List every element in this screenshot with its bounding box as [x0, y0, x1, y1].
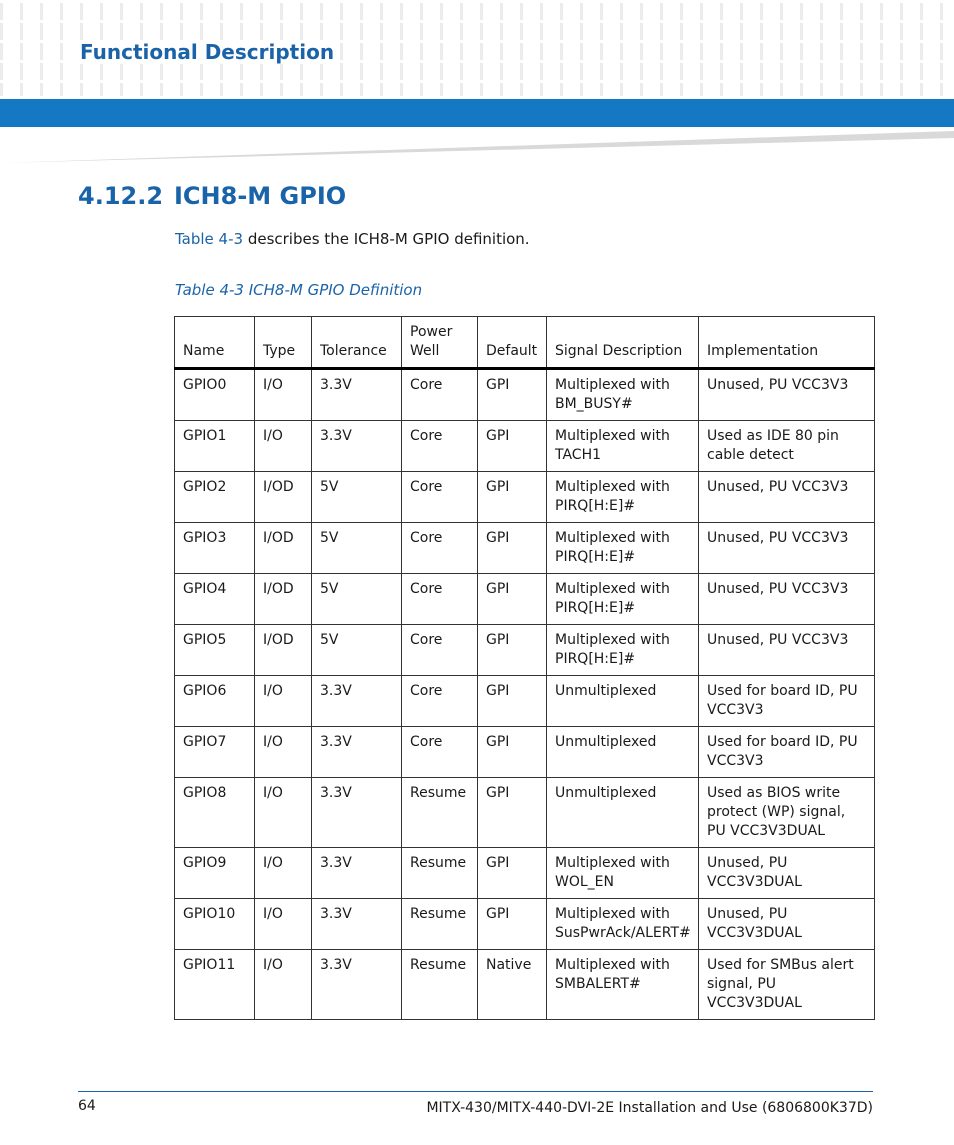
table-cell: Multiplexed with WOL_EN [547, 848, 699, 899]
column-header: Name [175, 317, 255, 369]
section-number: 4.12.2 [78, 182, 164, 210]
table-cell: Core [402, 369, 478, 421]
table-cell: I/OD [255, 574, 312, 625]
section-title: ICH8-M GPIO [174, 182, 347, 210]
table-cell: GPI [478, 472, 547, 523]
table-cell: 3.3V [312, 899, 402, 950]
table-cell: GPIO0 [175, 369, 255, 421]
table-row [175, 727, 875, 778]
table-cell: I/O [255, 369, 312, 421]
table-cell: Native [478, 950, 547, 1020]
table-cell: Resume [402, 778, 478, 848]
table-cell: Core [402, 574, 478, 625]
table-row [175, 778, 875, 848]
table-cell: Unused, PU VCC3V3 [699, 625, 875, 676]
table-caption: Table 4-3 ICH8-M GPIO Definition [175, 281, 423, 299]
table-cell: Unmultiplexed [547, 778, 699, 848]
table-cell: Core [402, 421, 478, 472]
table-cell: 5V [312, 574, 402, 625]
page-number: 64 [78, 1098, 96, 1114]
table-row [175, 899, 875, 950]
table-cell: I/O [255, 899, 312, 950]
table-cell: GPIO8 [175, 778, 255, 848]
footer-rule [78, 1091, 873, 1092]
table-cell: GPI [478, 421, 547, 472]
table-cell: I/OD [255, 523, 312, 574]
table-cell: Core [402, 472, 478, 523]
table-cell: I/O [255, 950, 312, 1020]
table-row [175, 848, 875, 899]
table-cell: Unused, PU VCC3V3 [699, 574, 875, 625]
table-cell: GPIO4 [175, 574, 255, 625]
table-cell: 3.3V [312, 778, 402, 848]
table-cell: GPIO5 [175, 625, 255, 676]
table-cell: Multiplexed with PIRQ[H:E]# [547, 523, 699, 574]
table-cell: I/O [255, 727, 312, 778]
table-cell: GPI [478, 848, 547, 899]
table-cell: GPI [478, 369, 547, 421]
table-cell: 3.3V [312, 676, 402, 727]
table-cell: GPI [478, 899, 547, 950]
table-cell: Unused, PU VCC3V3 [699, 523, 875, 574]
table-cell: Resume [402, 899, 478, 950]
table-cell: Used as BIOS write protect (WP) signal, PU VCC3V3DUAL [699, 778, 875, 848]
table-cell: Multiplexed with PIRQ[H:E]# [547, 472, 699, 523]
table-cell: GPI [478, 574, 547, 625]
table-cell: 5V [312, 472, 402, 523]
column-header: Default [478, 317, 547, 369]
table-cell: 5V [312, 625, 402, 676]
table-cell: Used for board ID, PU VCC3V3 [699, 676, 875, 727]
table-cell: Core [402, 676, 478, 727]
table-cell: 3.3V [312, 369, 402, 421]
table-cell: Core [402, 727, 478, 778]
table-cell: GPIO7 [175, 727, 255, 778]
intro-paragraph [175, 230, 530, 248]
header-gray-wedge [0, 131, 954, 163]
table-cell: 3.3V [312, 848, 402, 899]
table-cell: Core [402, 625, 478, 676]
table-cell: 3.3V [312, 950, 402, 1020]
table-cell: Unmultiplexed [547, 727, 699, 778]
table-cell: Unused, PU VCC3V3 [699, 472, 875, 523]
table-cell: GPI [478, 778, 547, 848]
table-row [175, 676, 875, 727]
gpio-definition-table [174, 316, 875, 1020]
table-cell: 3.3V [312, 727, 402, 778]
table-cell: GPIO2 [175, 472, 255, 523]
table-row [175, 950, 875, 1020]
table-row [175, 421, 875, 472]
table-cell: GPI [478, 727, 547, 778]
table-cell: I/OD [255, 472, 312, 523]
table-cell: I/O [255, 421, 312, 472]
table-cell: Resume [402, 950, 478, 1020]
table-cell: Multiplexed with SMBALERT# [547, 950, 699, 1020]
table-cross-reference-link[interactable]: Table 4-3 [175, 230, 244, 248]
table-cell: Resume [402, 848, 478, 899]
table-cell: GPI [478, 676, 547, 727]
table-row [175, 369, 875, 421]
table-cell: GPIO3 [175, 523, 255, 574]
table-cell: GPIO6 [175, 676, 255, 727]
table-row [175, 523, 875, 574]
table-cell: Unused, PU VCC3V3 [699, 369, 875, 421]
table-cell: Used as IDE 80 pin cable detect [699, 421, 875, 472]
table-cell: Unmultiplexed [547, 676, 699, 727]
table-cell: Multiplexed with BM_BUSY# [547, 369, 699, 421]
column-header: Signal Description [547, 317, 699, 369]
table-cell: Core [402, 523, 478, 574]
table-cell: I/OD [255, 625, 312, 676]
table-cell: Unused, PU VCC3V3DUAL [699, 899, 875, 950]
table-cell: I/O [255, 778, 312, 848]
column-header: Tolerance [312, 317, 402, 369]
column-header: Implementation [699, 317, 875, 369]
table-cell: GPI [478, 523, 547, 574]
document-title: MITX-430/MITX-440-DVI-2E Installation and Use (6806800K37D) [426, 1100, 873, 1116]
running-header: Functional Description [80, 40, 335, 64]
table-cell: I/O [255, 848, 312, 899]
table-cell: Multiplexed with SusPwrAck/ALERT# [547, 899, 699, 950]
table-cell: 3.3V [312, 421, 402, 472]
table-row [175, 472, 875, 523]
table-cell: Multiplexed with PIRQ[H:E]# [547, 625, 699, 676]
table-row [175, 574, 875, 625]
table-cell: GPIO11 [175, 950, 255, 1020]
table-cell: Used for board ID, PU VCC3V3 [699, 727, 875, 778]
table-cell: Multiplexed with PIRQ[H:E]# [547, 574, 699, 625]
section-heading [78, 182, 346, 210]
table-cell: GPIO9 [175, 848, 255, 899]
table-row [175, 625, 875, 676]
table-cell: Multiplexed with TACH1 [547, 421, 699, 472]
column-header: Type [255, 317, 312, 369]
table-cell: GPI [478, 625, 547, 676]
column-header: Power Well [402, 317, 478, 369]
table-cell: GPIO1 [175, 421, 255, 472]
header-blue-band [0, 99, 954, 127]
table-header-row [175, 317, 875, 369]
table-cell: 5V [312, 523, 402, 574]
table-cell: GPIO10 [175, 899, 255, 950]
table-cell: I/O [255, 676, 312, 727]
intro-text: describes the ICH8-M GPIO definition. [243, 230, 530, 248]
table-cell: Used for SMBus alert signal, PU VCC3V3DUAL [699, 950, 875, 1020]
table-cell: Unused, PU VCC3V3DUAL [699, 848, 875, 899]
table-body [175, 369, 875, 1020]
